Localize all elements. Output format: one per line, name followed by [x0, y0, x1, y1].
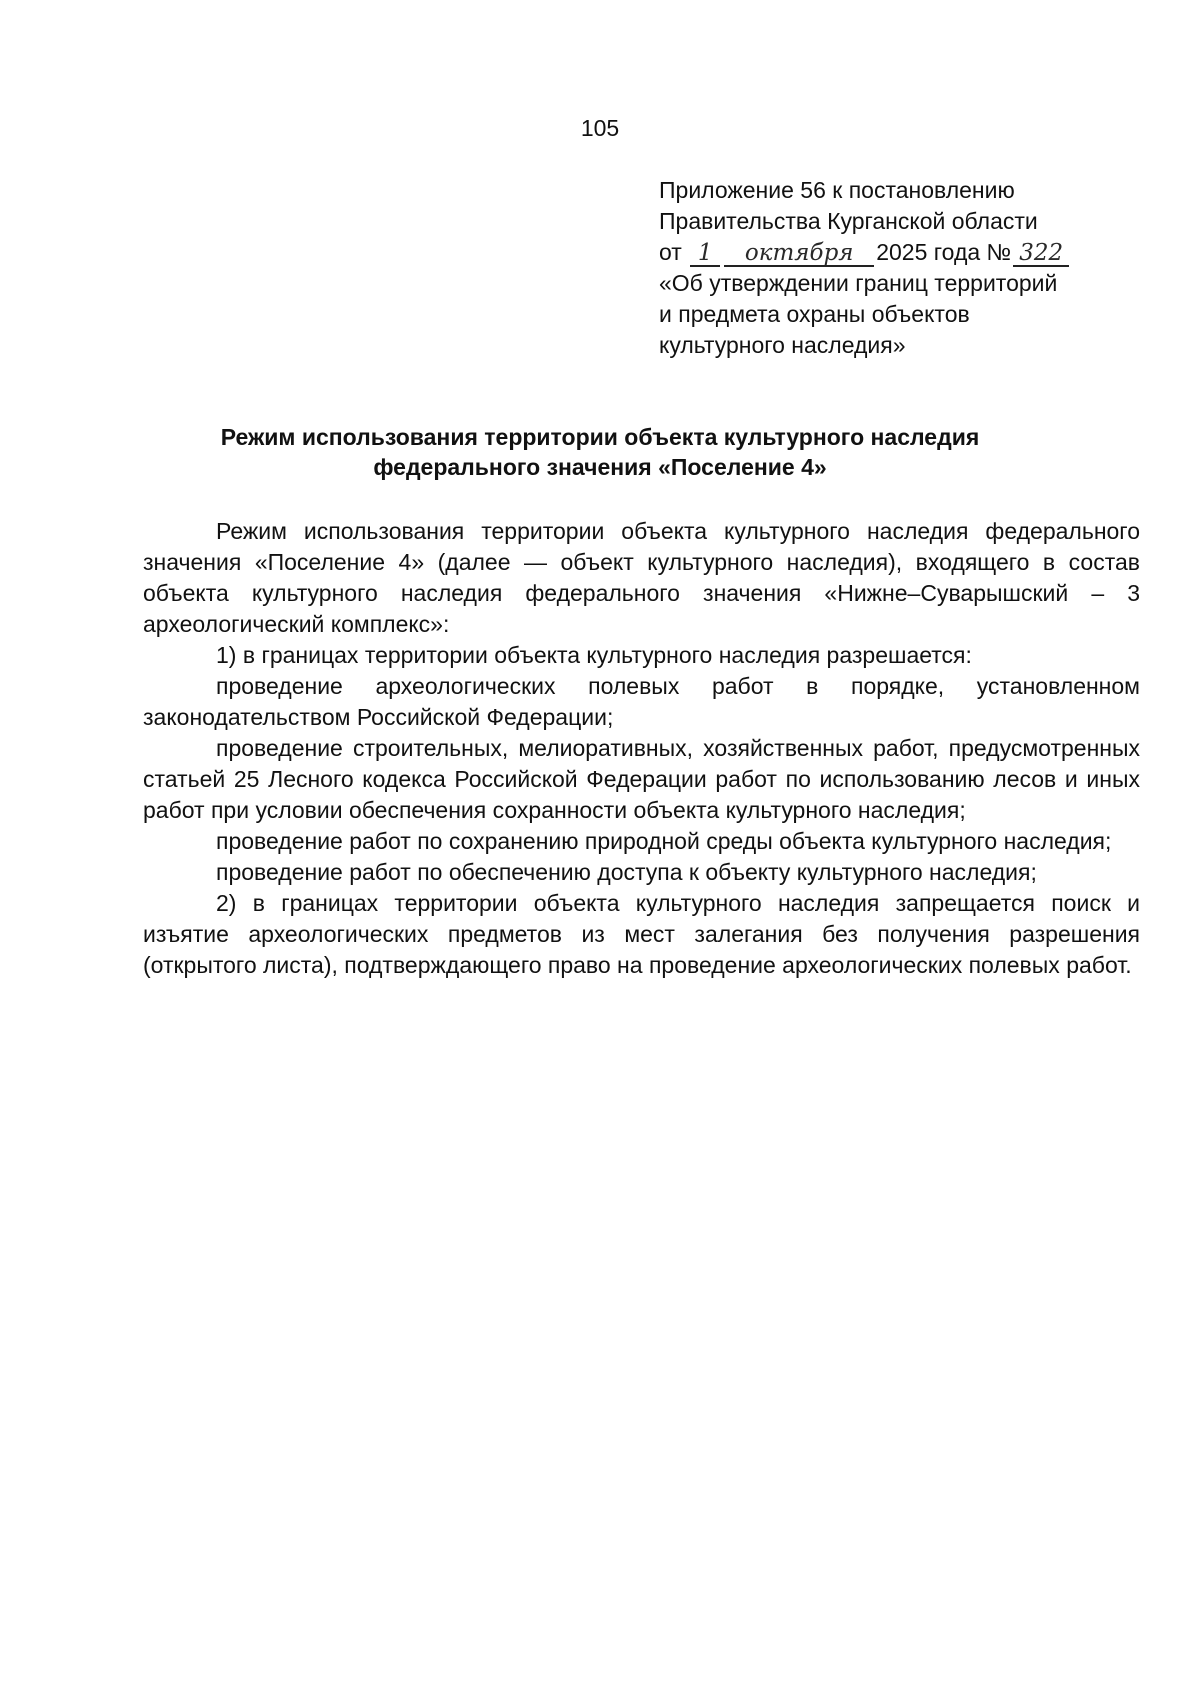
appendix-block: [659, 175, 1129, 361]
handwritten-month: октября: [724, 241, 874, 267]
document-body: [143, 516, 1140, 981]
handwritten-day: 1: [690, 241, 720, 267]
page-number: 105: [580, 115, 620, 141]
paragraph-prohibited: 2) в границах территории объекта культурного наследия запрещается поиск и изъятие археологических предметов из мест залегания без получения разрешения (открытого листа), подтверждающего право на проведение археологических полевых работ.: [143, 890, 1140, 978]
paragraph-allowed-item-4: проведение работ по обеспечению доступа к объекту культурного наследия;: [216, 859, 1037, 885]
date-year: 2025 года №: [876, 239, 1012, 265]
heading-line-2: федерального значения «Поселение 4»: [373, 454, 827, 480]
appendix-line-6: культурного наследия»: [659, 332, 906, 358]
handwritten-document-number: 322: [1013, 241, 1069, 267]
paragraph-intro: Режим использования территории объекта культурного наследия федерального значения «Поселение 4» (далее — объект культурного наследия), входящего в состав объекта культурного наследия федерального значения «Нижне–Суварышский – 3 археологический комплекс»:: [143, 518, 1140, 637]
heading-line-1: Режим использования территории объекта культурного наследия: [220, 424, 980, 450]
appendix-line-4: «Об утверждении границ территорий: [659, 270, 1058, 296]
appendix-date-line: [659, 237, 1129, 268]
appendix-line-2: Правительства Курганской области: [659, 208, 1038, 234]
appendix-line-5: и предмета охраны объектов: [659, 301, 970, 327]
document-heading: [140, 422, 1060, 482]
appendix-line-1: Приложение 56 к постановлению: [659, 177, 1015, 203]
paragraph-allowed-item-2: проведение строительных, мелиоративных, хозяйственных работ, предусмотренных статьей 25 Лесного кодекса Российской Федерации работ по использованию лесов и иных работ при условии обеспечения сохранности объекта культурного наследия;: [143, 735, 1140, 823]
date-prefix: от: [659, 239, 682, 265]
paragraph-allowed-item-3: проведение работ по сохранению природной среды объекта культурного наследия;: [216, 828, 1112, 854]
paragraph-allowed-heading: 1) в границах территории объекта культурного наследия разрешается:: [216, 642, 972, 668]
paragraph-allowed-item-1: проведение археологических полевых работ в порядке, установленном законодательством Российской Федерации;: [143, 673, 1140, 730]
